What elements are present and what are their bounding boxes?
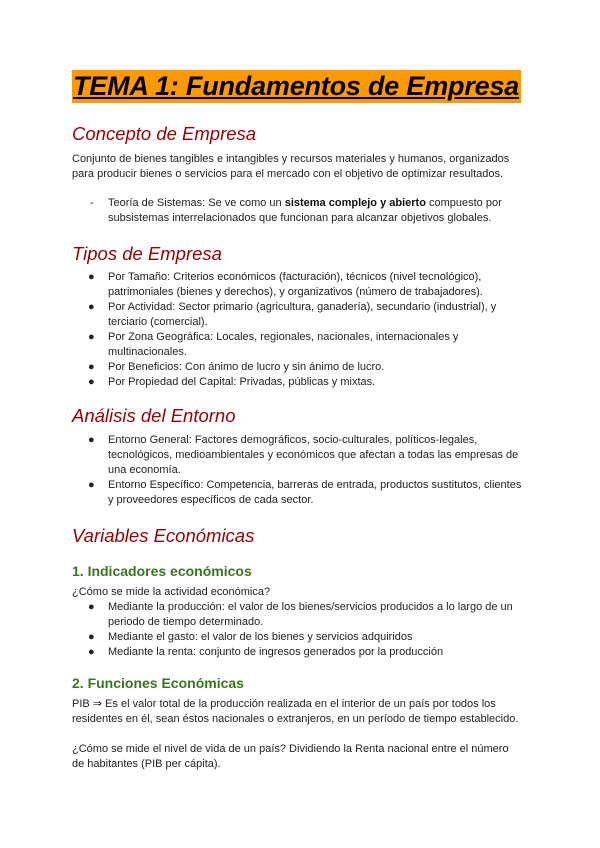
- bullet-icon: ●: [88, 331, 95, 343]
- paragraph-concepto: [72, 152, 532, 182]
- list-item: [0, 375, 600, 390]
- paragraph-pib: [72, 697, 532, 727]
- paragraph-question: [72, 585, 532, 600]
- bullet-icon: ●: [88, 631, 95, 643]
- heading-variables: Variables Económicas: [72, 525, 255, 546]
- list-item-text: [108, 360, 600, 375]
- text-line: Mediante el gasto: el valor de los bienes y servicios adquiridos: [108, 631, 413, 643]
- list-item-text: [108, 196, 600, 226]
- text-line: tecnológicos, medioambientales y económicos que afectan a todas las empresas de: [108, 449, 519, 461]
- page-title: TEMA 1: Fundamentos de Empresa: [73, 71, 520, 101]
- dash-bullet: -: [90, 197, 94, 209]
- bullet-icon: ●: [88, 479, 95, 491]
- text-line: patrimoniales (bienes y derechos), y organizativos (número de trabajadores).: [108, 286, 483, 298]
- list-item-text: [108, 630, 600, 645]
- list-item: [0, 600, 600, 630]
- bullet-icon: ●: [88, 301, 95, 313]
- list-item: [0, 360, 600, 375]
- list-item: [0, 300, 600, 330]
- list-item-text: [108, 433, 600, 478]
- bold-text: sistema complejo y abierto: [284, 197, 426, 209]
- text-line: ¿Cómo se mide la actividad económica?: [72, 586, 271, 598]
- text-line: terciario (comercial).: [108, 316, 208, 328]
- list-item: [0, 330, 600, 360]
- heading-concepto: Concepto de Empresa: [72, 123, 257, 144]
- list-item-text: [108, 270, 600, 300]
- heading-tipos: Tipos de Empresa: [72, 243, 222, 264]
- paragraph-nivel-vida: [72, 742, 532, 772]
- text-line: PIB ⇒ Es el valor total de la producción realizada en el interior de un país por todos los: [72, 698, 496, 710]
- text-line: Por Zona Geográfica: Locales, regionales, nacionales, internacionales y: [108, 331, 459, 343]
- text-line: Mediante la renta: conjunto de ingresos generados por la producción: [108, 646, 444, 658]
- text-line: para producir bienes o servicios para el mercado con el objetivo de optimizar resultados.: [72, 168, 504, 180]
- bullet-icon: ●: [88, 361, 95, 373]
- text-line: Entorno General: Factores demográficos, socio-culturales, políticos-legales,: [108, 434, 478, 446]
- title-block: [72, 70, 521, 103]
- list-indicadores: [0, 600, 600, 660]
- bullet-icon: ●: [88, 434, 95, 446]
- text-line: Por Actividad: Sector primario (agricultura, ganadería), secundario (industrial), y: [108, 301, 497, 313]
- list-item-text: [108, 375, 600, 390]
- text-run: compuesto por: [425, 197, 502, 209]
- text-line: Entorno Específico: Competencia, barreras de entrada, productos sustitutos, clientes: [108, 479, 522, 491]
- list-item-text: [108, 645, 600, 660]
- subheading-funciones: 2. Funciones Económicas: [72, 675, 244, 691]
- text-line: Por Beneficios: Con ánimo de lucro y sin ánimo de lucro.: [108, 361, 385, 373]
- subheading-indicadores: 1. Indicadores económicos: [72, 563, 252, 579]
- text-line: Mediante la producción: el valor de los bienes/servicios producidos a lo largo de un: [108, 601, 513, 613]
- text-line: periodo de tiempo determinado.: [108, 616, 264, 628]
- list-item: [0, 478, 600, 508]
- heading-analisis: Análisis del Entorno: [72, 405, 236, 426]
- text-line: Por Propiedad del Capital: Privadas, públicas y mixtas.: [108, 376, 376, 388]
- list-item-text: [108, 478, 600, 508]
- text-line: ¿Cómo se mide el nivel de vida de un país? Dividiendo la Renta nacional entre el número: [72, 743, 509, 755]
- list-item-text: [108, 330, 600, 360]
- text-line: y proveedores específicos de cada sector.: [108, 494, 314, 506]
- list-analisis: [0, 433, 600, 508]
- bullet-icon: ●: [88, 271, 95, 283]
- text-line: multinacionales.: [108, 346, 187, 358]
- list-item: [0, 645, 600, 660]
- text-run: Teoría de Sistemas: Se ve como un: [108, 197, 285, 209]
- list-item-text: [108, 300, 600, 330]
- list-item-teoria-sistemas: [0, 196, 600, 226]
- list-tipos: [0, 270, 600, 390]
- text-line: Conjunto de bienes tangibles e intangibles y recursos materiales y humanos, organizados: [72, 153, 510, 165]
- text-line: residentes en él, sean éstos nacionales o extranjeros, en un período de tiempo establecido.: [72, 713, 519, 725]
- text-line: de habitantes (PIB per cápita).: [72, 758, 221, 770]
- text-line: Por Tamaño: Criterios económicos (facturación), técnicos (nivel tecnológico),: [108, 271, 482, 283]
- text-line: subsistemas interrelacionados que funcionan para alcanzar objetivos globales.: [108, 212, 492, 224]
- bullet-icon: ●: [88, 646, 95, 658]
- bullet-icon: ●: [88, 601, 95, 613]
- text-line: una economía.: [108, 464, 181, 476]
- list-item-text: [108, 600, 600, 630]
- list-item: [0, 630, 600, 645]
- list-concepto: [0, 196, 600, 226]
- text-line: [108, 196, 600, 211]
- list-item: [0, 270, 600, 300]
- list-item: [0, 433, 600, 478]
- bullet-icon: ●: [88, 376, 95, 388]
